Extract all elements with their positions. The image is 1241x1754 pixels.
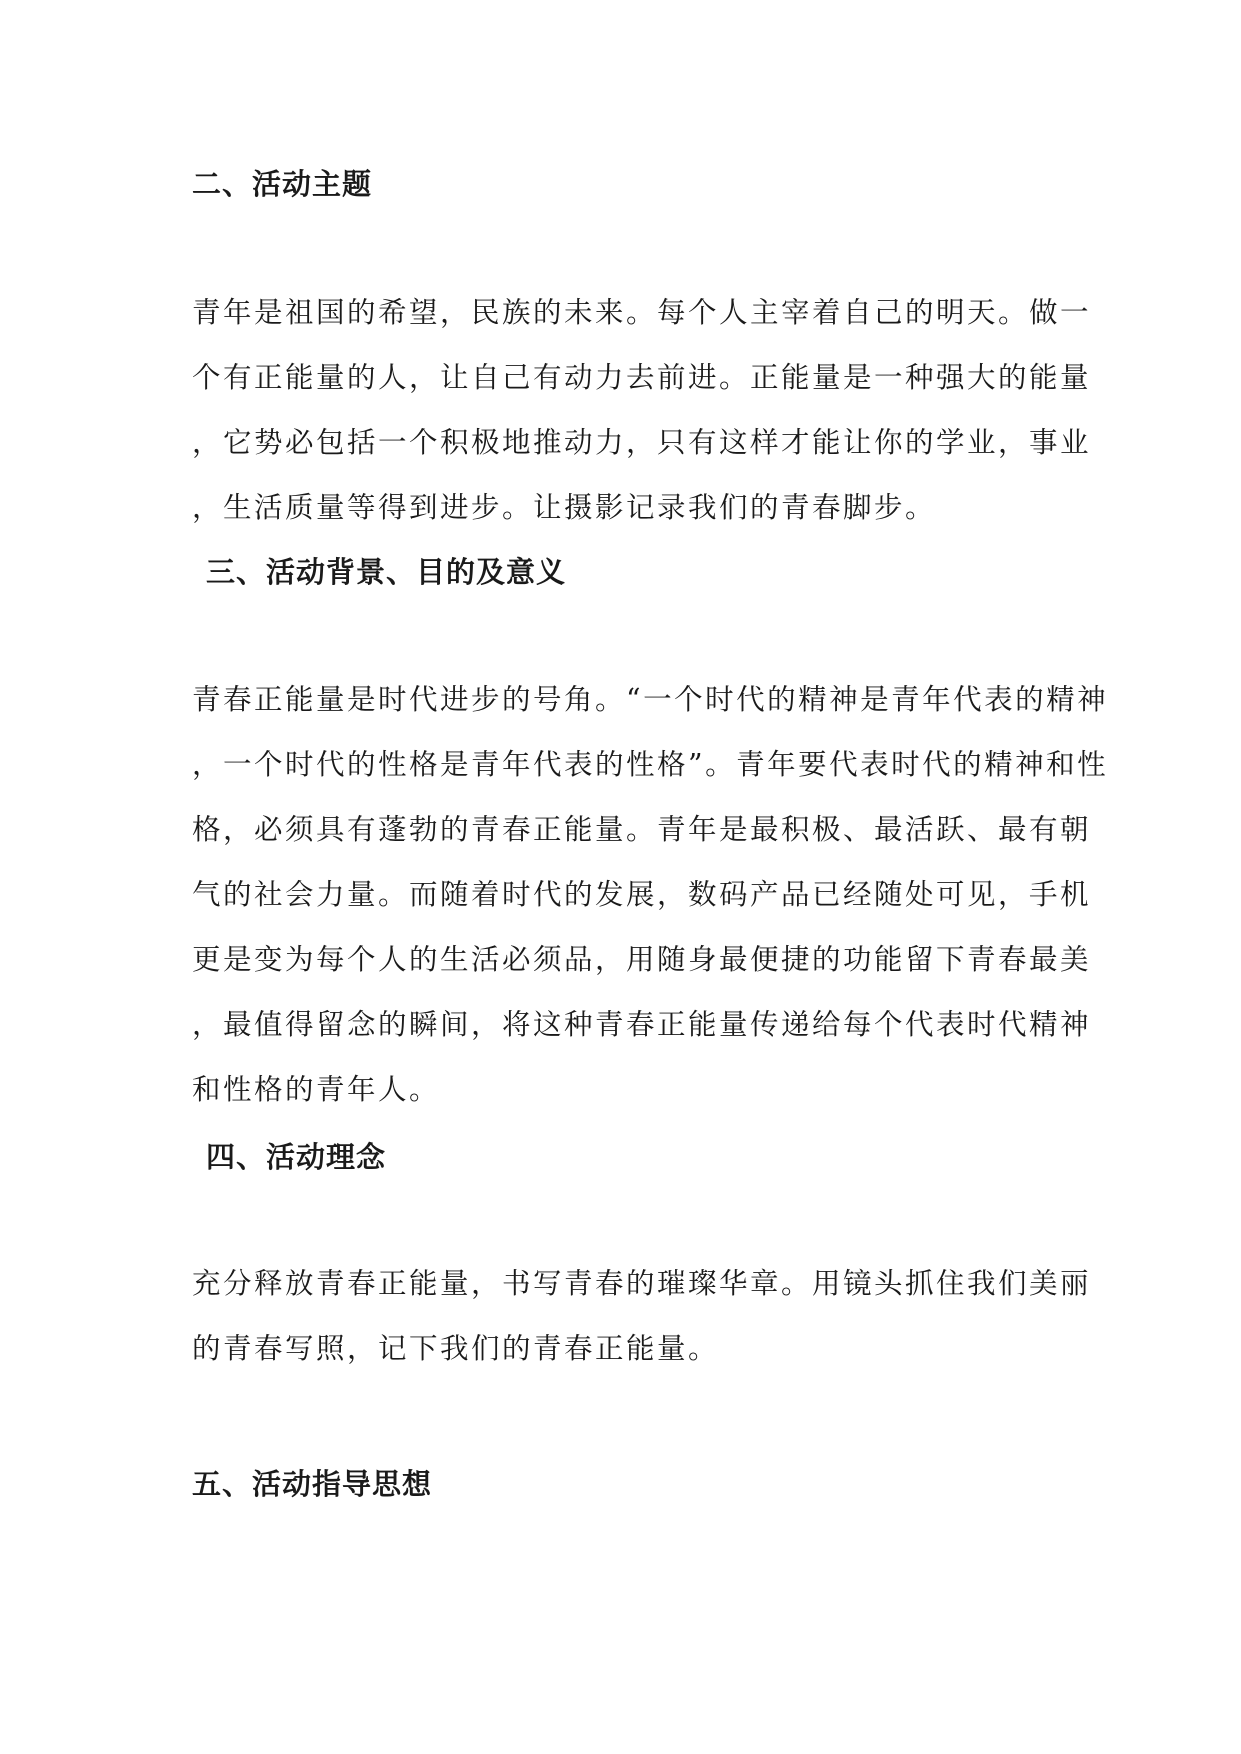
paragraph-line: 格，必须具有蓬勃的青春正能量。青年是最积极、最活跃、最有朝 (192, 813, 1092, 846)
section-heading-background-purpose: 三、活动背景、目的及意义 (206, 555, 567, 589)
paragraph-line: 青年是祖国的希望，民族的未来。每个人主宰着自己的明天。做一 (192, 296, 1092, 329)
paragraph-line: ，一个时代的性格是青年代表的性格”。青年要代表时代的精神和性 (192, 748, 1109, 781)
section-paragraph-activity-theme (192, 295, 1091, 555)
section-paragraph-background-purpose (192, 682, 1108, 1137)
section-paragraph-activity-concept (192, 1266, 1091, 1396)
section-heading-activity-concept: 四、活动理念 (206, 1140, 387, 1174)
paragraph-line: 个有正能量的人，让自己有动力去前进。正能量是一种强大的能量 (192, 361, 1092, 394)
paragraph-line: 青春正能量是时代进步的号角。“一个时代的精神是青年代表的精神 (192, 683, 1109, 716)
paragraph-line: 的青春写照，记下我们的青春正能量。 (192, 1332, 720, 1365)
section-heading-activity-theme: 二、活动主题 (192, 167, 373, 201)
paragraph-line: 和性格的青年人。 (192, 1073, 441, 1106)
paragraph-line: 更是变为每个人的生活必须品，用随身最便捷的功能留下青春最美 (192, 943, 1092, 976)
paragraph-line: 充分释放青春正能量，书写青春的璀璨华章。用镜头抓住我们美丽 (192, 1267, 1092, 1300)
paragraph-line: ，它势必包括一个积极地推动力，只有这样才能让你的学业，事业 (192, 426, 1092, 459)
paragraph-line: 气的社会力量。而随着时代的发展，数码产品已经随处可见，手机 (192, 878, 1092, 911)
paragraph-line: ，生活质量等得到进步。让摄影记录我们的青春脚步。 (192, 491, 937, 524)
paragraph-line: ，最值得留念的瞬间，将这种青春正能量传递给每个代表时代精神 (192, 1008, 1092, 1041)
section-heading-guiding-ideology: 五、活动指导思想 (192, 1467, 433, 1501)
